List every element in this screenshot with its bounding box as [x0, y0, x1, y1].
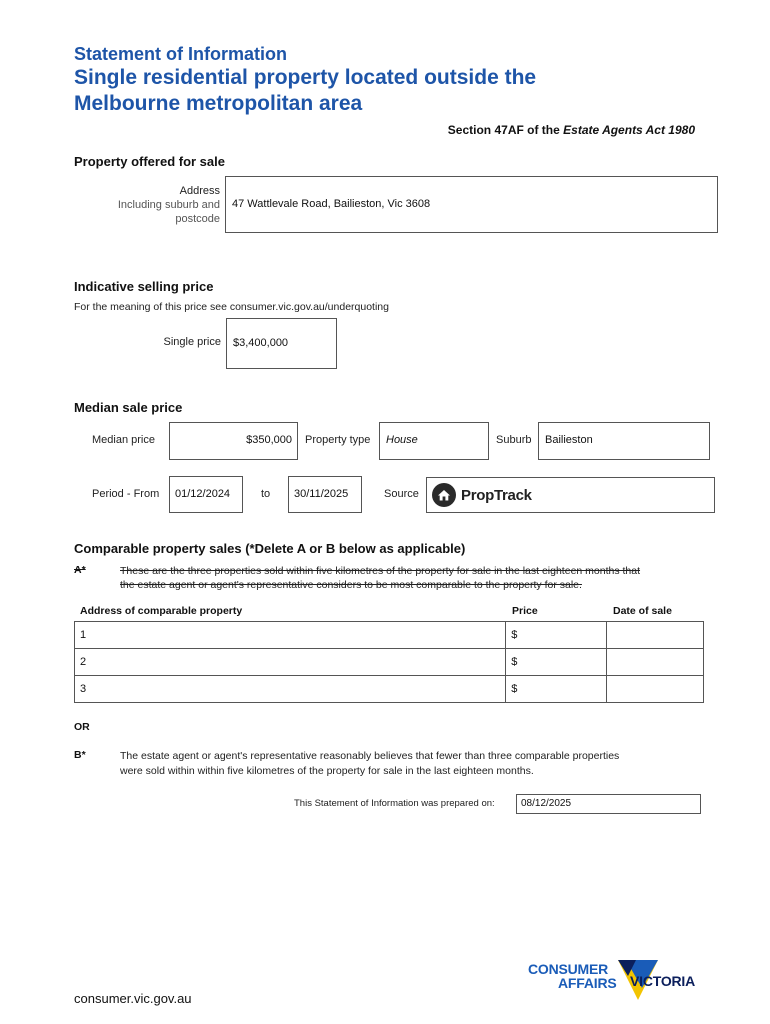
logo-victoria-text: VICTORIA	[630, 973, 696, 989]
table-row	[75, 622, 704, 649]
page-title-line2: Melbourne metropolitan area	[74, 92, 363, 115]
single-price-value: $3,400,000	[233, 337, 289, 349]
section-reference	[448, 123, 695, 137]
statement-kicker: Statement of Information	[74, 44, 288, 64]
price-cell[interactable]	[506, 676, 607, 703]
single-price-label: Single price	[163, 336, 221, 348]
indicative-heading: Indicative selling price	[74, 279, 214, 294]
proptrack-logo	[432, 483, 532, 507]
address-field[interactable]	[225, 176, 718, 233]
table-row	[75, 649, 704, 676]
option-a-line2: the estate agent or agent's representative considers to be most comparable to the property for sale.	[120, 579, 582, 591]
date-cell[interactable]	[607, 676, 704, 703]
price-cell[interactable]	[506, 649, 607, 676]
consumer-affairs-victoria-logo	[528, 958, 708, 1006]
prepared-date-field[interactable]	[516, 794, 701, 814]
period-to-field[interactable]	[288, 476, 362, 513]
median-price-field[interactable]	[169, 422, 298, 460]
price-value: $	[511, 656, 518, 668]
or-label: OR	[74, 721, 90, 733]
source-label: Source	[384, 488, 419, 500]
option-b-line2: were sold within within five kilometres of the property for sale in the last eighteen months.	[120, 765, 534, 777]
section-prefix: Section 47AF of the	[447, 123, 564, 137]
indicative-note: For the meaning of this price see consumer.vic.gov.au/underquoting	[74, 301, 389, 313]
price-value: $	[511, 683, 518, 695]
median-heading: Median sale price	[74, 400, 183, 415]
table-row	[75, 676, 704, 703]
property-heading: Property offered for sale	[74, 154, 225, 169]
date-cell[interactable]	[607, 649, 704, 676]
logo-consumer-text: CONSUMER	[528, 961, 609, 977]
median-price-label: Median price	[92, 434, 155, 446]
address-label-line2: Including suburb and	[117, 199, 220, 211]
logo-affairs-text: AFFAIRS	[558, 975, 617, 991]
source-field[interactable]	[426, 477, 715, 513]
period-label: Period - From	[92, 488, 160, 500]
address-label-line1: Address	[179, 185, 220, 197]
proptrack-house-icon	[432, 483, 456, 507]
period-from-value: 01/12/2024	[175, 488, 231, 500]
proptrack-wordmark: PropTrack	[461, 486, 532, 504]
row-number: 1	[80, 629, 87, 641]
single-price-field[interactable]	[226, 318, 337, 369]
option-b-text	[120, 749, 710, 779]
property-type-field[interactable]	[379, 422, 489, 460]
address-label-line3: postcode	[175, 213, 220, 225]
price-value: $	[511, 629, 518, 641]
option-a-marker: A*	[74, 564, 86, 576]
address-label	[100, 184, 220, 226]
option-b-line1: The estate agent or agent's representative reasonably believes that fewer than three comparable properties	[120, 750, 620, 762]
row-number-cell[interactable]	[75, 649, 506, 676]
period-to-label: to	[261, 488, 271, 500]
median-price-value: $350,000	[246, 434, 292, 446]
row-number-cell[interactable]	[75, 622, 506, 649]
option-b-marker: B*	[74, 749, 86, 761]
option-a-text	[120, 564, 710, 592]
price-cell[interactable]	[506, 622, 607, 649]
suburb-field[interactable]	[538, 422, 710, 460]
property-type-value: House	[386, 434, 418, 446]
footer-website: consumer.vic.gov.au	[74, 991, 192, 1006]
property-type-label: Property type	[305, 434, 371, 446]
address-value: 47 Wattlevale Road, Bailieston, Vic 3608	[232, 198, 431, 210]
comparable-table	[74, 621, 704, 703]
section-act: Estate Agents Act 1980	[563, 123, 695, 137]
comparable-heading: Comparable property sales (*Delete A or B below as applicable)	[74, 541, 466, 556]
prepared-date-value: 08/12/2025	[521, 798, 572, 809]
prepared-label: This Statement of Information was prepared on:	[294, 798, 495, 809]
date-cell[interactable]	[607, 622, 704, 649]
col-price-header: Price	[512, 605, 538, 617]
col-date-header: Date of sale	[613, 605, 672, 617]
row-number: 2	[80, 656, 87, 668]
page-title-line1: Single residential property located outside the	[74, 66, 537, 89]
row-number-cell[interactable]	[75, 676, 506, 703]
period-to-value: 30/11/2025	[294, 488, 349, 500]
col-address-header: Address of comparable property	[80, 605, 243, 617]
option-a-line1: These are the three properties sold within five kilometres of the property for sale in the last eighteen months that	[120, 565, 641, 577]
row-number: 3	[80, 683, 87, 695]
suburb-value: Bailieston	[545, 434, 593, 446]
period-from-field[interactable]	[169, 476, 243, 513]
suburb-label: Suburb	[496, 434, 532, 446]
